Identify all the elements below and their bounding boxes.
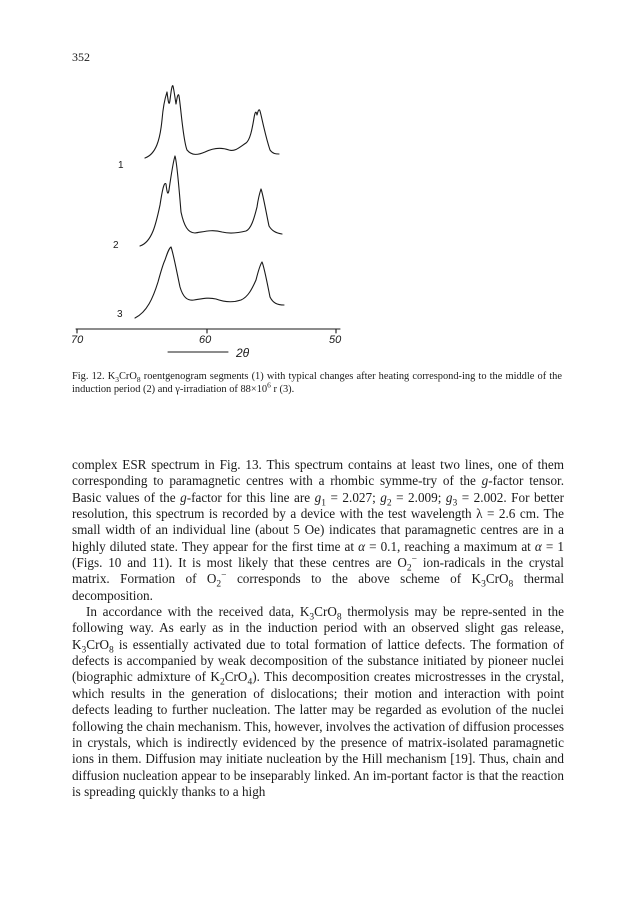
body-text: [72, 457, 564, 800]
curve-label-2: 2: [113, 240, 119, 251]
xrd-curve-3: [135, 247, 284, 318]
paragraph-2: In accordance with the received data, $K_3CrO_8$ thermolysis may be repre-sented in the following way. As early as in the induction period with an observed slight gas release, $K_3CrO_8$ is essentially activated due to total formation of lattice defects. The formation of defects is accompanied by weak decomposition of the substance initiated by pioneer nuclei (biographic admixture of $K_2CrO_4$). This decomposition creates microstresses in the crystal, which results in the generation of dislocations; their motion and interaction with point defects leading to further nucleation. The latter may be regarded as evolution of the nuclei following the chain mechanism. This, however, involves the activation of diffusion processes in crystals, which is indirectly evidenced by the presence of matrix-isolated paramagnetic ions in them. Diffusion may initiate nucleation by the Hill mechanism [19]. Thus, chain and diffusion nucleation appear to be inseparably linked. An im-portant factor is that the reaction is spreading quickly thanks to a high: [72, 604, 565, 799]
paragraph-1: complex ESR spectrum in Fig. 13. This spectrum contains at least two lines, one of them corresponding to paramagnetic centres with a rhombic symme-try of the g-factor tensor. Basic values of the g-factor for this line are $g_1 = 2.027$; $g_2 = 2.009$; $g_3 = 2.002$. For better resolution, this spectrum is recorded by a device with the test wavelength λ = 2.6 cm. The small width of an individual line (about 5 Oe) indicates that paramagnetic centres are in a highly diluted state. They appear for the first time at α = 0.1, reaching a maximum at α = 1 (Figs. 10 and 11). It is most likely that these centres are $O_2^-$ ion-radicals in the crystal matrix. Formation of $O_2^-$ corresponds to the above scheme of $K_3CrO_8$ thermal decomposition.: [72, 457, 564, 603]
xrd-curve-1: [145, 86, 279, 158]
page-number: 352: [72, 50, 90, 64]
tick-label-50: 50: [329, 334, 342, 346]
xrd-curve-2: [140, 156, 282, 246]
xrd-figure: [0, 0, 624, 370]
curve-label-1: 1: [118, 160, 124, 171]
axis-label: 2θ: [236, 346, 250, 360]
tick-label-70: 70: [71, 334, 84, 346]
figure-caption: Fig. 12. $K_3CrO_8$ roentgenogram segments (1) with typical changes after heating correspond-ing to the middle of the induction period (2) and γ-irradiation of $88\times 10^6$ r (3).: [72, 371, 562, 395]
tick-label-60: 60: [199, 334, 212, 346]
curve-label-3: 3: [117, 309, 123, 320]
